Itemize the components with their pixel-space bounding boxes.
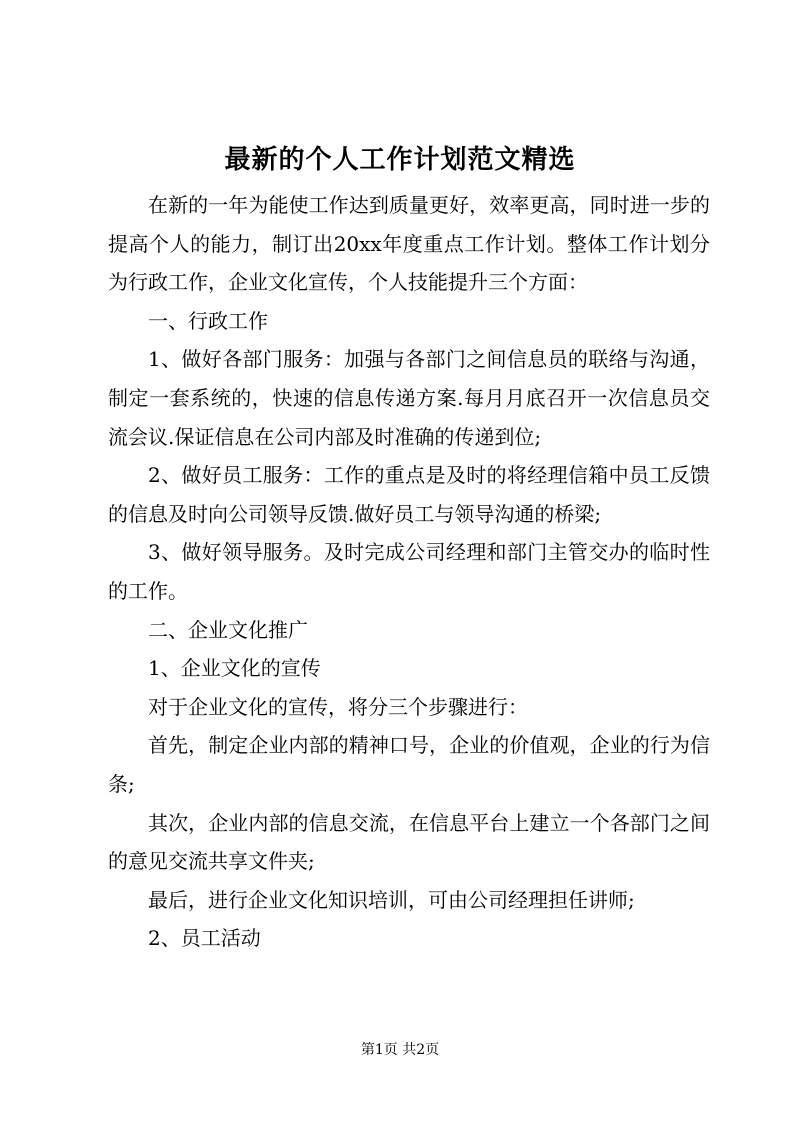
- subheading-culture-promotion: 1、企业文化的宣传: [148, 656, 321, 681]
- list-item-department-service: 1、做好各部门服务：加强与各部门之间信息员的联络与沟通，制定一套系统的，快速的信息传递方案.每月月底召开一次信息员交流会议.保证信息在公司内部及时准确的传递到位;: [108, 347, 710, 449]
- page-number-footer: 第1页 共2页: [360, 1042, 440, 1058]
- page-title: 最新的个人工作计划范文精选: [224, 145, 576, 175]
- step-last-paragraph: 最后，进行企业文化知识培训，可由公司经理担任讲师;: [148, 887, 635, 912]
- list-item-employee-service: 2、做好员工服务：工作的重点是及时的将经理信箱中员工反馈的信息及时向公司领导反馈.做好员工与领导沟通的桥梁;: [108, 463, 710, 526]
- document-body: [108, 186, 710, 958]
- subheading-employee-activities: 2、员工活动: [148, 926, 261, 951]
- intro-paragraph: 在新的一年为能使工作达到质量更好，效率更高，同时进一步的提高个人的能力，制订出20xx年度重点工作计划。整体工作计划分为行政工作，企业文化宣传，个人技能提升三个方面：: [108, 193, 710, 295]
- section-heading-admin: 一、行政工作: [148, 308, 268, 333]
- section-heading-culture: 二、企业文化推广: [148, 617, 308, 642]
- step-second-paragraph: 其次，企业内部的信息交流，在信息平台上建立一个各部门之间的意见交流共享文件夹;: [108, 810, 710, 874]
- step-first-paragraph: 首先，制定企业内部的精神口号，企业的价值观，企业的行为信条;: [108, 733, 710, 796]
- steps-intro-paragraph: 对于企业文化的宣传，将分三个步骤进行：: [148, 694, 528, 719]
- list-item-leader-service: 3、做好领导服务。及时完成公司经理和部门主管交办的临时性的工作。: [108, 540, 710, 603]
